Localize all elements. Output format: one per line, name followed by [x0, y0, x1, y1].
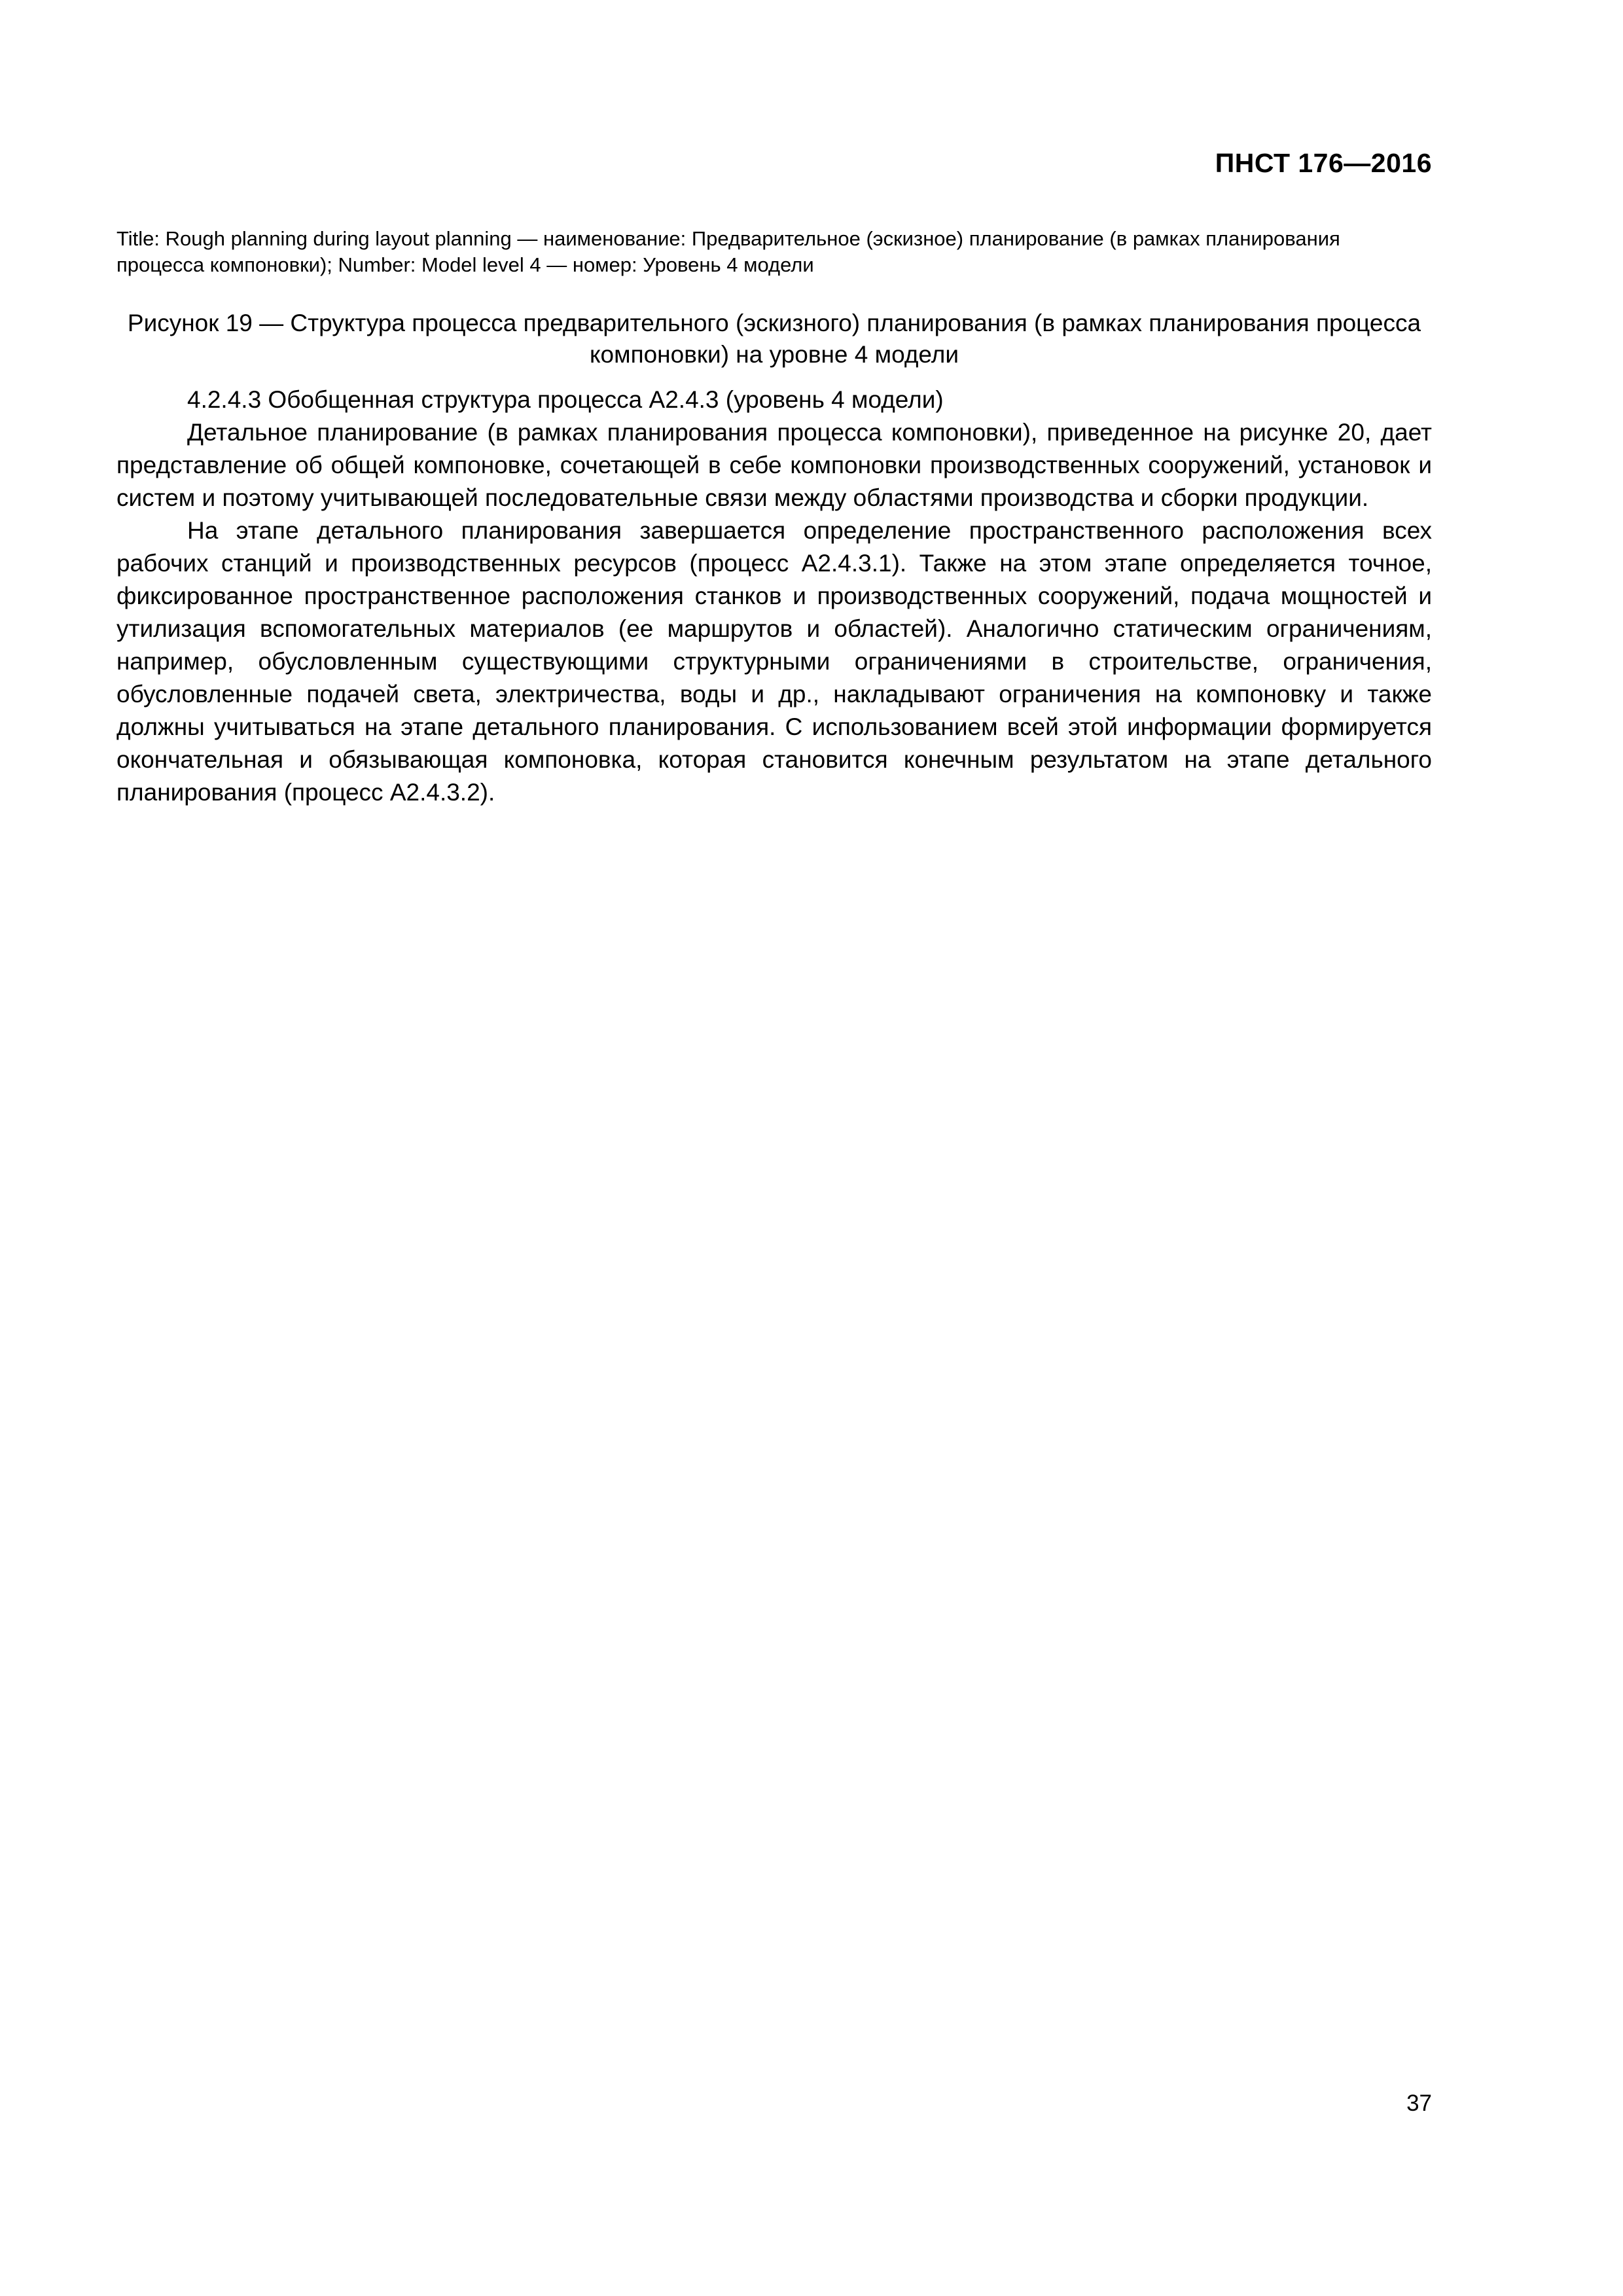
paragraph: На этапе детального планирования завершается определение пространственного расположения всех рабочих станций и производственных ресурсов (процесс А2.4.3.1). Также на этом этапе определяется точное, фиксированное пространственное расположения станков и производственных сооружений, подача мощностей и утилизация вспомогательных материалов (ее маршрутов и областей). Аналогично статическим ограничениям, например, обусловленным существующими структурными ограничениями в строительстве, ограничения, обусловленные подачей света, электричества, воды и др., накладывают ограничения на компоновку и также должны учитываться на этапе детального планирования. С использованием всей этой информации формируется окончательная и обязывающая компоновка, которая становится конечным результатом на этапе детального планирования (процесс А2.4.3.2).	[116, 517, 1432, 806]
section-body	[116, 384, 1432, 809]
document-code: ПНСТ 176—2016	[1215, 148, 1432, 178]
section-heading: 4.2.4.3 Обобщенная структура процесса А2.4.3 (уровень 4 модели)	[187, 386, 944, 413]
page-number: 37	[1406, 2090, 1432, 2116]
figure-legend: Title: Rough planning during layout planning — наименование: Предварительное (эскизное) планирование (в рамках планирования процесса компоновки); Number: Model level 4 — номер: Уровень 4 модели	[116, 227, 1340, 276]
paragraph: Детальное планирование (в рамках планирования процесса компоновки), приведенное на рисунке 20, дает представление об общей компоновке, сочетающей в себе компоновки производственных сооружений, установок и систем и поэтому учитывающей последовательные связи между областями производства и сборки продукции.	[116, 419, 1432, 511]
figure-caption: Рисунок 19 — Структура процесса предварительного (эскизного) планирования (в рамках планирования процесса компоновки) на уровне 4 модели	[127, 310, 1421, 368]
